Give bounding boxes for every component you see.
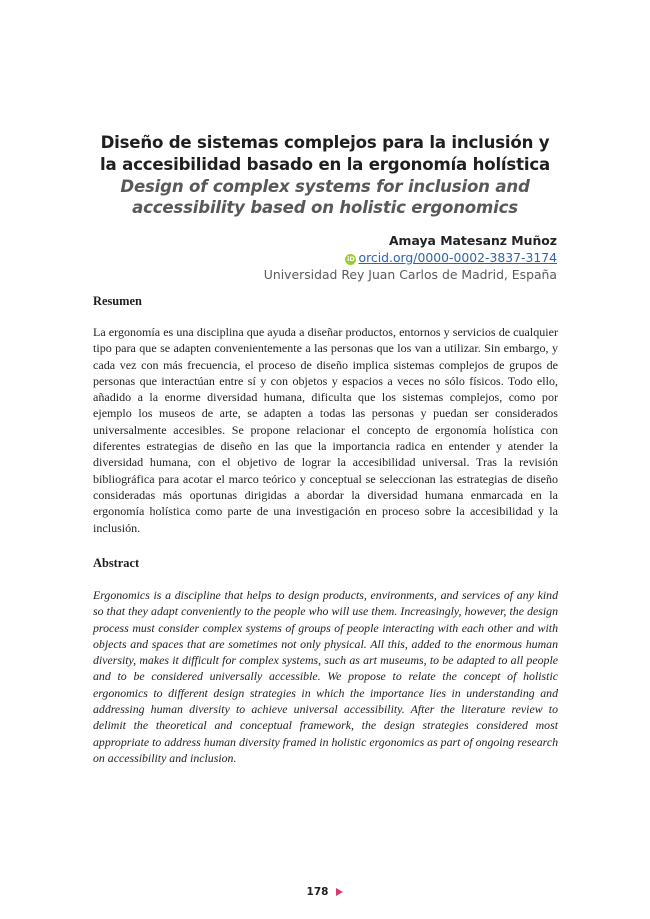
orcid-link[interactable]: orcid.org/0000-0002-3837-3174 — [358, 250, 557, 265]
title-english-line-1: Design of complex systems for inclusion and — [120, 177, 530, 196]
author-name: Amaya Matesanz Muñoz — [388, 233, 557, 248]
orcid-icon: iD — [347, 255, 355, 263]
resumen-heading: Resumen — [93, 294, 142, 308]
abstract-text: Ergonomics is a discipline that helps to design products, environments, and services of any kind so that they adapt conveniently to the people who will use them. Increasingly, however, the design process must consider complex systems of groups of people interacting with each other and with objects and spaces that are sometimes not only physical. All this, added to the enormous human diversity, makes it difficult for complex systems, such as art museums, to be adapted to all people and to be considered universally accessible. We propose to relate the concept of holistic ergonomics to different design strategies in which the importance lies in understanding and addressing human diversity to achieve universal accessibility. After the literature review to delimit the theoretical and conceptual framework, the design strategies considered most appropriate to address human diversity framed in holistic ergonomics as part of ongoing research on accessibility and inclusion. — [93, 588, 558, 765]
triangle-right-icon — [336, 888, 343, 896]
author-affiliation: Universidad Rey Juan Carlos de Madrid, España — [263, 267, 557, 282]
title-spanish — [60, 132, 590, 176]
author-block — [264, 232, 557, 283]
abstract-heading: Abstract — [93, 556, 140, 570]
title-spanish-line-1: Diseño de sistemas complejos para la inclusión y — [100, 133, 550, 152]
title-english-line-2: accessibility based on holistic ergonomics — [132, 198, 518, 217]
page-footer — [0, 880, 650, 899]
title-block — [60, 132, 590, 218]
title-spanish-line-2: la accesibilidad basado en la ergonomía holística — [100, 155, 550, 174]
page-number: 178 — [306, 886, 329, 898]
title-english — [60, 176, 590, 218]
orcid-line — [264, 249, 557, 266]
resumen-text: La ergonomía es una disciplina que ayuda a diseñar productos, entornos y servicios de cualquier tipo para que se adapten convenientemente a las personas que los van a utilizar. Sin embargo, y cada vez con más frecuencia, el proceso de diseño implica sistemas complejos de grupos de personas que interactúan entre sí y con objetos y espacios a veces no sólo físicos. Todo ello, añadido a la enorme diversidad humana, dificulta que los sistemas complejos, como por ejemplo los museos de arte, se adapten a todas las personas y puedan ser considerados universalmente accesibles. Se propone relacionar el concepto de ergonomía holística con diferentes estrategias de diseño en las que la importancia radica en entender y atender la diversidad humana, con el objetivo de lograr la accesibilidad universal. Tras la revisión bibliográfica para acotar el marco teórico y conceptual se seleccionan las estrategias de diseño consideradas más oportunas dirigidas a abordar la diversidad humana enmarcada en la ergonomía holística como parte de una investigación en proceso sobre la accesibilidad y la inclusión. — [93, 325, 558, 535]
